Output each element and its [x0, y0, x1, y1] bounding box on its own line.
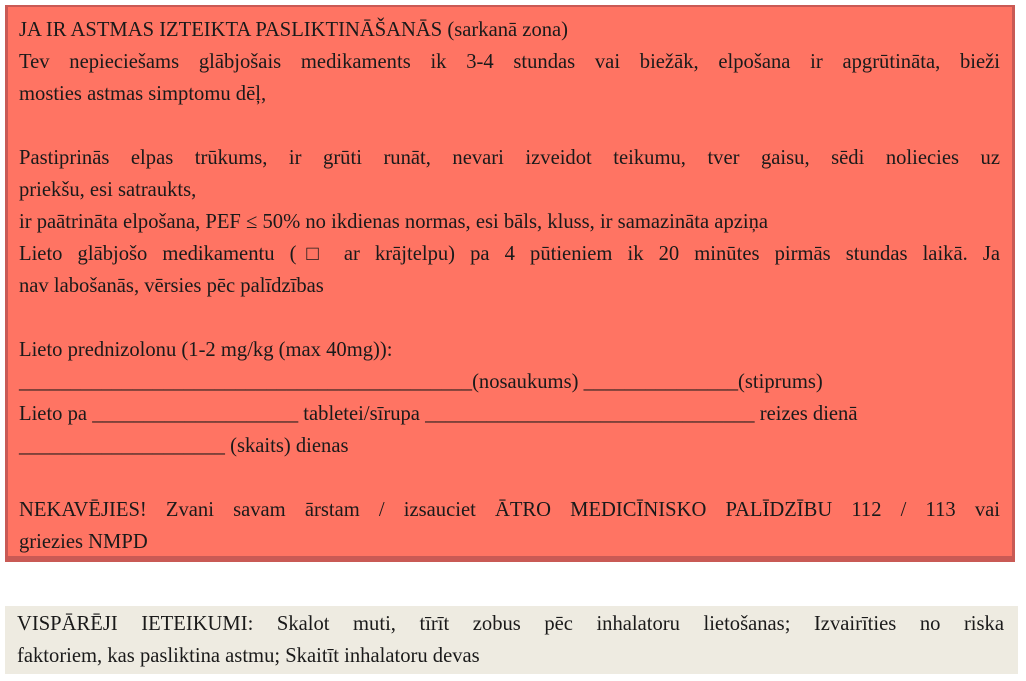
symptoms-line-3: ir paātrināta elpošana, PEF ≤ 50% no ikdienas normas, esi bāls, kluss, ir samazināta apziņa	[19, 211, 769, 233]
general-line-1: VISPĀRĒJI IETEIKUMI: Skalot muti, tīrīt zobus pēc inhalatoru lietošanas; Izvairīties no riska	[17, 613, 1004, 635]
form-line-dose-frequency: Lieto pa ____________________ tabletei/sīrupa ________________________________ reizes dienā	[19, 403, 858, 425]
red-zone-heading-zone: (sarkanā zona)	[447, 19, 569, 41]
general-line-2: faktoriem, kas pasliktina astmu; Skaitīt inhalatoru devas	[17, 645, 480, 667]
rescue-line-1: Lieto glābjošo medikamentu (□ ar krājtelpu) pa 4 pūtieniem ik 20 minūtes pirmās stundas laikā. Ja	[19, 243, 1000, 265]
prednisolone-line: Lieto prednizolonu (1-2 mg/kg (max 40mg)):	[19, 339, 393, 361]
red-zone-heading	[19, 14, 1000, 46]
form-line-name-strength: ____________________________________________(nosaukums) _______________(stiprums)	[19, 371, 823, 393]
rescue-line-2: nav labošanās, vērsies pēc palīdzības	[19, 275, 324, 297]
intro-line-2: mosties astmas simptomu dēļ,	[19, 83, 267, 105]
red-zone-box	[5, 5, 1015, 562]
symptoms-line-2: priekšu, esi satraukts,	[19, 179, 197, 201]
spacer	[19, 462, 1000, 494]
general-recommendations-box	[5, 606, 1018, 674]
symptoms-line-1: Pastiprinās elpas trūkums, ir grūti runāt, nevari izveidot teikumu, tver gaisu, sēdi noliecies uz	[19, 147, 1000, 169]
intro-line-1: Tev nepieciešams glābjošais medikaments ik 3-4 stundas vai biežāk, elpošana ir apgrūtināta, bieži	[19, 51, 1000, 73]
urgent-line-1: NEKAVĒJIES! Zvani savam ārstam / izsauciet ĀTRO MEDICĪNISKO PALĪDZĪBU 112 / 113 vai	[19, 499, 1000, 521]
urgent-line-2: griezies NMPD	[19, 531, 148, 553]
red-zone-heading-title: JA IR ASTMAS IZTEIKTA PASLIKTINĀŠANĀS	[19, 19, 443, 41]
spacer	[19, 302, 1000, 334]
spacer	[19, 110, 1000, 142]
form-line-days: ____________________ (skaits) dienas	[19, 435, 349, 457]
